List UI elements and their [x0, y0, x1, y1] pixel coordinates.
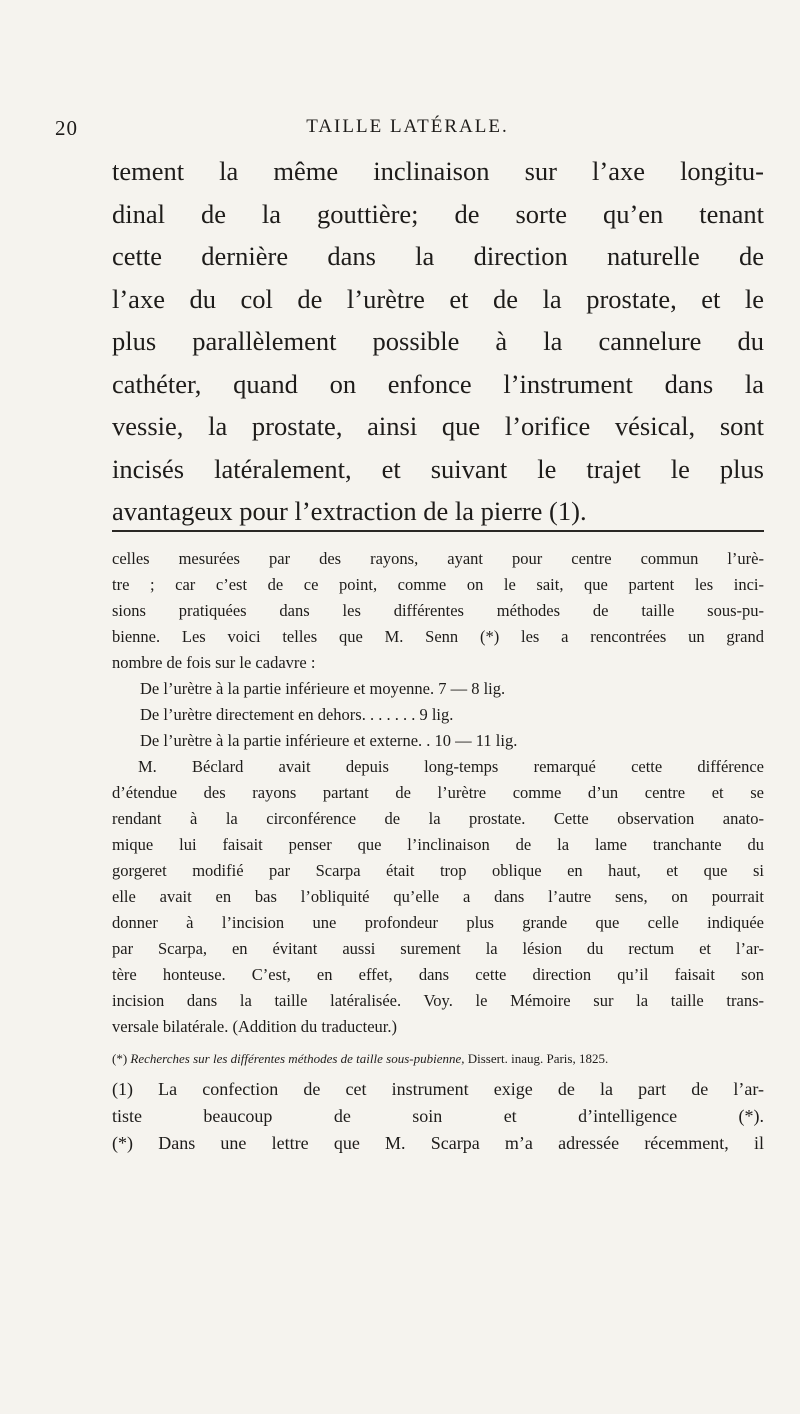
- main-line: l’axe du col de l’urètre et de la prostate, et le: [112, 283, 764, 314]
- main-line: cette dernière dans la direction naturelle de: [112, 241, 764, 271]
- note-line: gorgeret modifié par Scarpa était trop oblique en haut, et que si: [112, 861, 764, 880]
- footnote-line: (*) Dans une lettre que M. Scarpa m’a adressée récemment, il: [112, 1133, 764, 1153]
- measurement-row: De l’urètre à la partie inférieure et externe. . 10 — 11 lig.: [140, 731, 518, 750]
- footnote-publication: Dissert. inaug. Paris, 1825.: [467, 1051, 609, 1066]
- footnote-work-title: Recherches sur les différentes méthodes de taille sous-pubienne,: [130, 1051, 465, 1066]
- note-line: donner à l’incision une profondeur plus grande que celle indiquée: [112, 913, 764, 932]
- page-number: 20: [55, 116, 78, 140]
- note-line: rendant à la circonférence de la prostate. Cette observation anato-: [112, 809, 764, 828]
- main-line: plus parallèlement possible à la cannelure du: [112, 326, 764, 356]
- main-paragraph: [112, 150, 764, 533]
- footnote-reference: [112, 1046, 764, 1072]
- measurement-row: De l’urètre directement en dehors. . . . . . . 9 lig.: [140, 705, 454, 724]
- footnote-marker: (*): [112, 1051, 128, 1066]
- note-line: par Scarpa, en évitant aussi surement la lésion du rectum et l’ar-: [112, 939, 764, 958]
- note-line: nombre de fois sur le cadavre :: [112, 653, 316, 672]
- measurement-list: [112, 676, 764, 754]
- footnote-separator: [112, 530, 764, 532]
- footnote-block: [112, 546, 764, 1157]
- footnote-one: [112, 1076, 764, 1157]
- main-line: vessie, la prostate, ainsi que l’orifice vésical, sont: [112, 411, 764, 441]
- note-line: tre ; car c’est de ce point, comme on le sait, que partent les inci-: [112, 575, 764, 594]
- note-line: versale bilatérale. (Addition du traducteur.): [112, 1017, 397, 1036]
- main-line: avantageux pour l’extraction de la pierre (1).: [112, 496, 587, 526]
- note-line: tère honteuse. C’est, en effet, dans cette direction qu’il faisait son: [112, 965, 764, 984]
- note-line: sions pratiquées dans les différentes méthodes de taille sous-pu-: [112, 601, 764, 620]
- footnote-line: tiste beaucoup de soin et d’intelligence (*).: [112, 1106, 764, 1126]
- note-line: mique lui faisait penser que l’inclinaison de la lame tranchante du: [112, 835, 764, 854]
- note-line: celles mesurées par des rayons, ayant pour centre commun l’urè-: [112, 549, 764, 568]
- running-title: TAILLE LATÉRALE.: [306, 116, 509, 137]
- measurement-row: De l’urètre à la partie inférieure et moyenne. 7 — 8 lig.: [140, 679, 506, 698]
- note-line: d’étendue des rayons partant de l’urètre comme d’un centre et se: [112, 783, 764, 802]
- note-line: elle avait en bas l’obliquité qu’elle a dans l’autre sens, on pourrait: [112, 887, 764, 906]
- note-line: M. Béclard avait depuis long-temps remarqué cette différence: [138, 757, 764, 776]
- main-line: dinal de la gouttière; de sorte qu’en tenant: [112, 198, 764, 229]
- main-line: tement la même inclinaison sur l’axe longitu-: [112, 156, 764, 186]
- page-header: [55, 116, 760, 146]
- main-line: cathéter, quand on enfonce l’instrument dans la: [112, 368, 764, 399]
- main-line: incisés latéralement, et suivant le trajet le plus: [112, 453, 764, 484]
- footnote-line: (1) La confection de cet instrument exige de la part de l’ar-: [112, 1079, 764, 1099]
- note-line: bienne. Les voici telles que M. Senn (*) les a rencontrées un grand: [112, 627, 764, 646]
- note-line: incision dans la taille latéralisée. Voy. le Mémoire sur la taille trans-: [112, 991, 764, 1010]
